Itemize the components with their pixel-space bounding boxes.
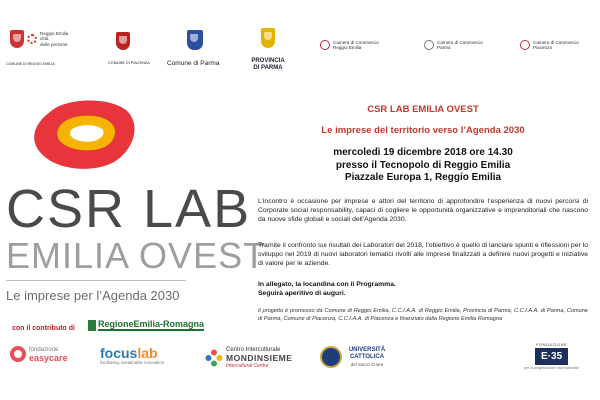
cciaa-reggio-text bbox=[333, 40, 379, 50]
fondazione-e35-logo bbox=[524, 342, 579, 370]
piacenza-caption: COMUNE DI PIACENZA bbox=[108, 61, 150, 65]
regione-emilia-romagna-logo bbox=[88, 319, 204, 331]
reggio-crest-icon bbox=[10, 30, 24, 48]
reggio-emilia-logo bbox=[10, 30, 68, 48]
provincia-crest-icon bbox=[261, 28, 275, 48]
event-theme: Le imprese del territorio verso l’Agenda 2030 bbox=[321, 125, 525, 136]
cciaa-piacenza-logo bbox=[520, 40, 579, 50]
contributor-label: con il contributo di bbox=[12, 325, 75, 332]
mondinsieme-line-3: Intercultural Centre bbox=[226, 363, 269, 369]
event-heading: CSR LAB EMILIA OVEST bbox=[367, 104, 479, 115]
reggio-caption: COMUNE DI REGGIO EMILIA bbox=[6, 62, 55, 66]
cciaa-reggio-line-2: Reggio Emilia bbox=[333, 45, 362, 51]
emilia-ovest-subtitle: EMILIA OVEST bbox=[6, 235, 267, 276]
provincia-caption: PROVINCIA DI PARMA bbox=[251, 58, 285, 71]
event-address: Piazzale Europa 1, Reggio Emilia bbox=[344, 172, 502, 183]
focuslab-name: focuslab bbox=[100, 345, 158, 361]
cattolica-subtitle: del Sacro Cuore bbox=[350, 361, 384, 367]
cciaa-piacenza-line-1: Camera di Commercio bbox=[533, 40, 579, 45]
cciaa-reggio-line-1: Camera di Commercio bbox=[333, 40, 379, 45]
cattolica-name: UNIVERSITÀ CATTOLICA bbox=[348, 346, 386, 360]
cciaa-parma-text bbox=[437, 40, 483, 50]
attachment-notes bbox=[258, 280, 588, 298]
csr-lab-emblem-icon bbox=[30, 98, 142, 170]
focuslab-subtitle: facilitating sustainable innovation bbox=[100, 360, 165, 365]
cattolica-logo bbox=[320, 346, 389, 368]
cciaa-piacenza-text bbox=[533, 40, 579, 50]
easycare-circle-icon bbox=[10, 346, 26, 362]
cciaa-parma-line-1: Camera di Commercio bbox=[437, 40, 483, 45]
reggio-logo-text bbox=[40, 31, 68, 47]
aperitivo-note: Seguirà aperitivo di auguri. bbox=[258, 290, 346, 297]
cciaa-parma-seal-icon bbox=[424, 40, 434, 50]
reggio-dots-icon bbox=[27, 34, 37, 44]
mondinsieme-line-1: Centro Interculturale bbox=[226, 347, 281, 353]
csr-lab-title: CSR LAB bbox=[6, 179, 252, 239]
parma-crest-icon bbox=[187, 30, 203, 50]
cciaa-parma-logo bbox=[424, 40, 483, 50]
reggio-line-3: delle persone bbox=[40, 41, 68, 47]
easycare-name: easycare bbox=[29, 353, 68, 363]
objective-paragraph: Tramite il confronto sui risultati dei Laboratori del 2018, l’obiettivo è quello di lanciare spunti e riflessioni per lo sviluppo nel 2019 di nuovi laboratori tematici rivolti alle imprese finalizzati a definire nuovi progetti e iniziative di valore per le aziende. bbox=[258, 242, 588, 267]
intro-paragraph: L’incontro è occasione per imprese e attori del territorio di approfondire l’esperienza di nuovi percorsi di Corporate social responsability, capaci di cogliere le opportunità organizzative e imprenditoriali che nascono da nuove sfide globali e sociali dell’Agenda 2030. bbox=[258, 198, 588, 223]
e35-mark: E·35 bbox=[535, 348, 568, 365]
mondinsieme-logo bbox=[205, 346, 292, 370]
parma-caption: Comune di Parma bbox=[167, 60, 220, 67]
project-footnote: Il progetto è promosso da Comune di Reggio Emilia, C.C.I.A.A. di Reggio Emilia, Provincia di Parma, C.C.I.A.A. di Parma, Comune di Parma, Comune di Piacenza, C.C.I.A.A. di Piacenza e finanziato dalla Regione Emilia Romagna bbox=[258, 308, 588, 322]
attachment-note: In allegato, la locandina con il Programma. bbox=[258, 281, 396, 288]
easycare-logo bbox=[10, 346, 68, 362]
provincia-parma-logo bbox=[261, 28, 275, 48]
focuslab-logo bbox=[100, 346, 164, 365]
cciaa-reggio-seal-icon bbox=[320, 40, 330, 50]
regione-flag-icon bbox=[88, 320, 96, 331]
mondinsieme-flower-icon bbox=[205, 349, 223, 367]
event-details bbox=[258, 147, 588, 185]
mondinsieme-name: MONDINSIEME bbox=[226, 353, 293, 363]
cattolica-seal-icon bbox=[320, 346, 342, 368]
event-venue: presso il Tecnopolo di Reggio Emilia bbox=[335, 159, 511, 171]
cciaa-parma-line-2: Parma bbox=[437, 45, 451, 51]
event-date-time: mercoledì 19 dicembre 2018 ore 14.30 bbox=[333, 147, 513, 158]
cciaa-reggio-logo bbox=[320, 40, 379, 50]
cciaa-piacenza-seal-icon bbox=[520, 40, 530, 50]
brand-divider bbox=[6, 280, 186, 281]
parma-logo bbox=[187, 30, 203, 50]
piacenza-logo bbox=[116, 32, 130, 50]
header-logo-bar bbox=[0, 22, 600, 72]
e35-bottom-text: per la progettazione internazionale bbox=[524, 366, 580, 370]
piacenza-crest-icon bbox=[116, 32, 130, 50]
cciaa-piacenza-line-2: Piacenza bbox=[533, 45, 552, 51]
brand-tagline: Le imprese per l’Agenda 2030 bbox=[6, 288, 180, 303]
reggio-line-2: città bbox=[40, 36, 49, 42]
reggio-line-1: Reggio Emilia bbox=[40, 31, 69, 37]
e35-top-text: FONDAZIONE bbox=[535, 342, 568, 347]
regione-name: RegioneEmilia-Romagna bbox=[98, 319, 205, 329]
easycare-small-text: fondazione bbox=[29, 347, 59, 353]
